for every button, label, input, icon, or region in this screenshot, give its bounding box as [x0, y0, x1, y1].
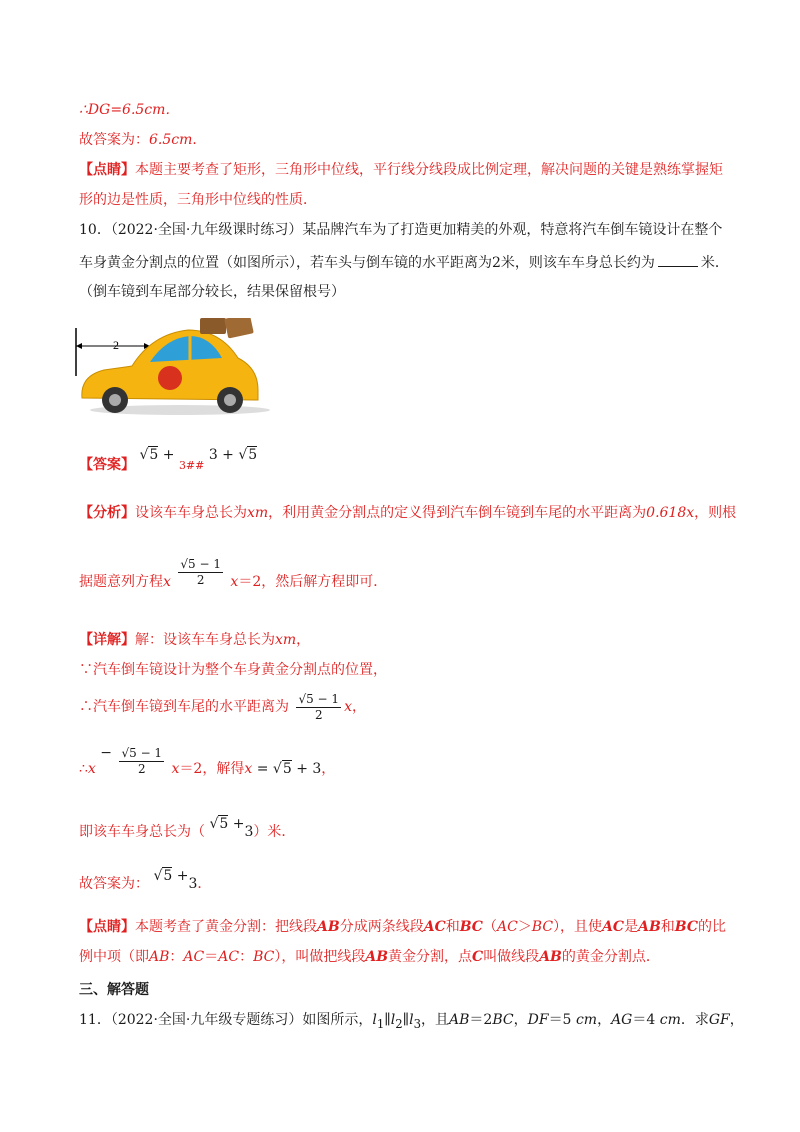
q10-source: （2022·全国·九年级课时练习）	[110, 222, 303, 238]
front-hub	[109, 394, 121, 406]
answer-line-1	[79, 130, 206, 150]
sqrt-icon-4: √5	[209, 816, 229, 832]
detail-label: 【详解】	[79, 632, 135, 648]
answer-prefix: 故答案为：	[79, 132, 149, 148]
detail-line-2: ∵汽车倒车镜设计为整个车身黄金分割点的位置，	[79, 662, 387, 678]
comment1-text-a: 本题主要考查了矩形，三角形中位线，平行线分线段成比例定理，解决问题的关键是熟练掌握矩	[135, 162, 723, 178]
rear-hub	[224, 394, 236, 406]
answer-value: 6.5cm	[149, 132, 193, 148]
sqrt-icon-3: √5	[272, 761, 292, 777]
answer-alt: 3 + √5	[208, 447, 258, 463]
answer-expression: √5 +	[139, 447, 175, 463]
luggage-top-2	[224, 318, 254, 338]
car-figure	[70, 318, 270, 418]
analysis-line-b: 据题意列方程x $\frac{√5 - 1}{2}$ x＝2，然后解方程即可．	[79, 556, 388, 590]
detail-fraction-1: $\frac{√5 - 1}{2}$	[298, 691, 340, 722]
dg-result-line	[79, 100, 179, 120]
luggage-top	[200, 318, 226, 334]
answer-blank	[658, 252, 698, 267]
detail-solution: = √5 + 3	[257, 761, 322, 777]
q11-number: 11．	[79, 1012, 111, 1028]
detail-line-1: 【详解】解：设该车车身总长为xm，	[79, 632, 311, 648]
answer-end: ．	[192, 132, 207, 148]
comment2-label: 【点睛】	[79, 919, 135, 935]
comment1-line-b	[79, 190, 317, 210]
comment1-line-a	[79, 160, 723, 180]
comment1-label: 【点睛】	[79, 162, 135, 178]
q10-text-b3: 米，则该车车身总长约为	[500, 255, 655, 271]
q10-text-b2: 2	[492, 255, 501, 271]
analysis-line-a: 【分析】设该车车身总长为xm，利用黄金分割点的定义得到汽车倒车镜到车尾的水平距离为0.618x，则根	[79, 505, 737, 521]
dg-result-text: ∴DG=6.5cm．	[79, 102, 180, 118]
analysis-fraction: $\frac{√5 - 1}{2}$	[180, 556, 221, 587]
sqrt-icon-5: √5	[153, 868, 173, 884]
q10-text-b4: 米．	[700, 255, 729, 271]
answer-three: 3##	[178, 459, 205, 472]
car-logo	[158, 366, 182, 390]
q11-line: 11．（2022·全国·九年级专题练习）如图所示，$l_1\parallel l_2\parallel l_3$，且AB＝2BC，DF＝5 cm，AG＝4 cm．求GF，	[79, 1012, 744, 1031]
answer-label: 【答案】	[79, 457, 135, 473]
comment2-line-a: 【点睛】本题考查了黄金分割：把线段AB分成两条线段AC和BC（AC＞BC），且使AC是AB和BC的比	[79, 919, 727, 935]
analysis-label: 【分析】	[79, 505, 135, 521]
arrow-left-icon	[76, 343, 82, 349]
section-title: 三、解答题	[79, 982, 149, 998]
answer-line	[79, 447, 258, 476]
sqrt-icon: √5	[139, 447, 159, 463]
detail-line-6: 故答案为： √5 +3．	[79, 868, 212, 892]
q10-text-b1: 车身黄金分割点的位置（如图所示），若车头与倒车镜的水平距离为	[79, 255, 492, 271]
detail-fraction-2: $\frac{√5 - 1}{2}$	[121, 745, 163, 776]
sqrt-icon-2: √5	[238, 447, 258, 463]
q10-text-a: 某品牌汽车为了打造更加精美的外观，特意将汽车倒车镜设计在整个	[302, 222, 723, 238]
comment1-text-b: 形的边是性质，三角形中位线的性质．	[79, 192, 317, 208]
detail-line-4: ∴x − $\frac{√5 - 1}{2}$ x＝2，解得x = √5 + 3，	[79, 752, 335, 786]
q10-number: 10．	[79, 222, 111, 238]
detail-line-5: 即该车车身总长为（ √5 +3）米．	[79, 816, 296, 840]
q11-source: （2022·全国·九年级专题练习）	[110, 1012, 303, 1028]
distance-label: 2	[113, 338, 119, 352]
comment2-line-b: 例中项（即AB：AC＝AC：BC），叫做把线段AB黄金分割，点C叫做线段AB的黄金分割点．	[79, 949, 660, 965]
q10-text-c: （倒车镜到车尾部分较长，结果保留根号）	[79, 284, 345, 300]
q10-line-c	[79, 282, 345, 302]
detail-line-3: ∴汽车倒车镜到车尾的水平距离为 $\frac{√5 - 1}{2}$ x，	[79, 691, 366, 722]
q10-line-b	[79, 252, 729, 273]
q10-line-a	[79, 220, 722, 240]
